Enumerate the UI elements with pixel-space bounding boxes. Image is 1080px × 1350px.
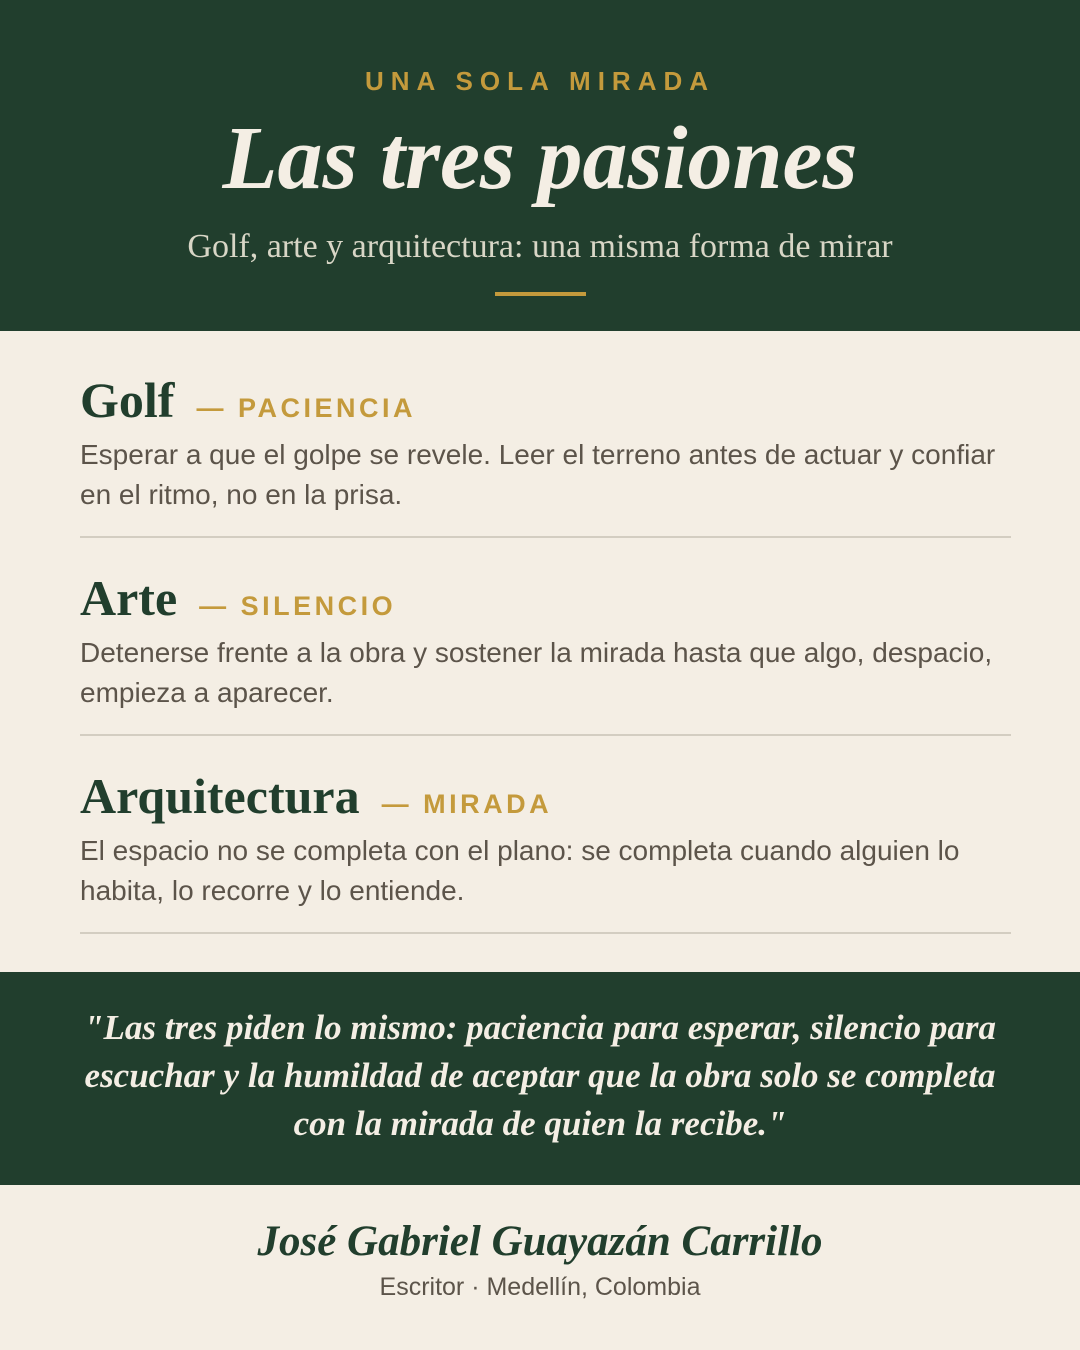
header-divider [495, 292, 586, 296]
author-meta: Escritor · Medellín, Colombia [379, 1273, 701, 1301]
section-title: Golf [80, 372, 175, 428]
author-name: José Gabriel Guayazán Carrillo [257, 1218, 823, 1265]
section-heading [80, 370, 1011, 430]
page-title: Las tres pasiones [222, 109, 858, 208]
section-body: Esperar a que el golpe se revele. Leer el terreno antes de actuar y confiar en el ritmo, no en la prisa. [80, 439, 996, 510]
page-subtitle: Golf, arte y arquitectura: una misma forma de mirar [187, 228, 893, 265]
header-banner [0, 0, 1080, 331]
quote-banner [0, 972, 1080, 1185]
quote-text: "Las tres piden lo mismo: paciencia para esperar, silencio para escuchar y la humildad de aceptar que la obra solo se completa con la mirada de quien la recibe." [84, 1008, 996, 1143]
eyebrow-label: UNA SOLA MIRADA [364, 66, 716, 96]
section-heading [80, 568, 1011, 628]
section-arquitectura [80, 766, 1011, 934]
section-tag: — PACIENCIA [196, 393, 416, 423]
section-arte [80, 568, 1011, 736]
section-title: Arquitectura [80, 768, 360, 824]
section-golf [80, 370, 1011, 538]
section-body: El espacio no se completa con el plano: se completa cuando alguien lo habita, lo recorre y lo entiende. [80, 835, 960, 906]
section-title: Arte [80, 570, 178, 626]
section-tag: — MIRADA [381, 789, 553, 819]
section-heading [80, 766, 1011, 826]
section-tag: — SILENCIO [199, 591, 397, 621]
section-body: Detenerse frente a la obra y sostener la mirada hasta que algo, despacio, empieza a aparecer. [80, 637, 993, 708]
